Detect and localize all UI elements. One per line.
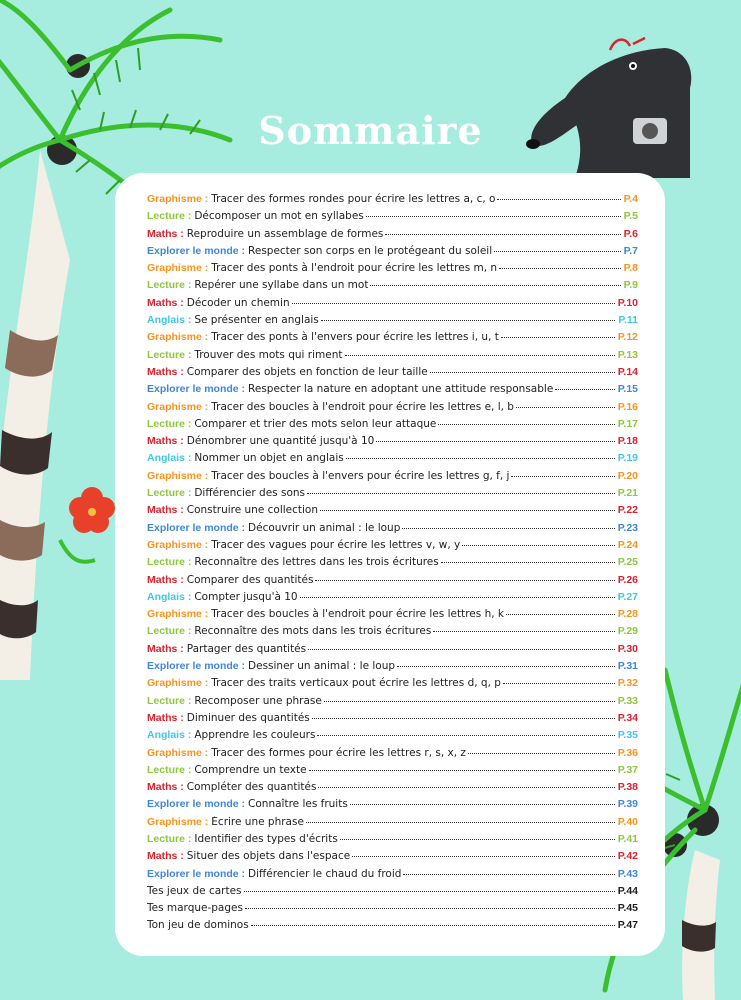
toc-page-number: P.27 (617, 590, 638, 603)
toc-subject: Graphisme : (147, 608, 209, 621)
toc-subject: Maths : (147, 573, 184, 586)
toc-subject: Lecture : (147, 763, 192, 776)
toc-entry (147, 279, 638, 296)
dot-leader (397, 666, 615, 667)
toc-page-number: P.5 (623, 210, 638, 223)
toc-topic: Comparer des quantités (186, 573, 314, 586)
toc-subject: Lecture : (147, 556, 192, 569)
toc-entry (147, 539, 638, 556)
toc-topic: Reproduire un assemblage de formes (186, 227, 384, 240)
dot-leader (317, 735, 614, 736)
dot-leader (555, 389, 614, 390)
dot-leader (315, 580, 614, 581)
dot-leader (402, 528, 614, 529)
toc-page-number: P.14 (617, 365, 638, 378)
toc-topic: Connaître les fruits (248, 798, 348, 811)
dot-leader (292, 303, 615, 304)
toc-entry (147, 418, 638, 435)
toc-entry (147, 470, 638, 487)
toc-page-number: P.44 (617, 884, 638, 897)
toc-entry (147, 643, 638, 660)
toc-subject: Maths : (147, 711, 184, 724)
page-title: Sommaire (258, 108, 483, 153)
toc-page-number: P.40 (617, 815, 638, 828)
toc-subject: Maths : (147, 781, 184, 794)
toc-entry (147, 729, 638, 746)
toc-page-number: P.24 (617, 538, 638, 551)
toc-page-number: P.37 (617, 763, 638, 776)
toc-subject: Explorer le monde : (147, 798, 246, 811)
toc-entry (147, 210, 638, 227)
toc-topic: Dessiner un animal : le loup (248, 660, 396, 673)
toc-entry (147, 781, 638, 798)
toc-subject: Lecture : (147, 487, 192, 500)
toc-page-number: P.16 (617, 400, 638, 413)
toc-subject: Graphisme : (147, 538, 209, 551)
toc-page-number: P.25 (617, 556, 638, 569)
hibiscus-flower (69, 487, 115, 533)
toc-topic: Tracer des boucles à l'endroit pour écrire les lettres h, k (211, 608, 504, 621)
dot-leader (306, 822, 615, 823)
toc-page-number: P.20 (617, 469, 638, 482)
dot-leader (312, 718, 615, 719)
toc-page-number: P.7 (623, 244, 638, 257)
toc-subject: Graphisme : (147, 469, 209, 482)
table-of-contents (147, 193, 638, 937)
dot-leader (376, 441, 614, 442)
toc-subject: Graphisme : (147, 746, 209, 759)
toc-page-number: P.30 (617, 642, 638, 655)
toc-subject: Graphisme : (147, 331, 209, 344)
toc-topic: Compléter des quantités (186, 781, 317, 794)
toc-entry (147, 331, 638, 348)
toc-topic: Identifier des types d'écrits (194, 832, 338, 845)
toc-entry (147, 608, 638, 625)
dot-leader (497, 199, 620, 200)
toc-page-number: P.38 (617, 781, 638, 794)
dot-leader (318, 787, 614, 788)
toc-topic: Diminuer des quantités (186, 711, 310, 724)
toc-topic: Recomposer une phrase (194, 694, 322, 707)
toc-topic: Respecter son corps en le protégeant du soleil (248, 244, 493, 257)
toc-entry (147, 764, 638, 781)
toc-subject: Maths : (147, 642, 184, 655)
toc-entry (147, 885, 638, 902)
toc-page-number: P.17 (617, 417, 638, 430)
toc-subject: Anglais : (147, 314, 192, 327)
dot-leader (501, 337, 615, 338)
toc-subject: Anglais : (147, 729, 192, 742)
toc-entry (147, 660, 638, 677)
toc-page-number: P.10 (617, 296, 638, 309)
toc-entry (147, 712, 638, 729)
toc-topic: Tracer des ponts à l'envers pour écrire les lettres i, u, t (211, 331, 499, 344)
dot-leader (511, 476, 614, 477)
toc-entry (147, 868, 638, 885)
dot-leader (251, 925, 615, 926)
toc-topic: Écrire une phrase (211, 815, 304, 828)
toc-subject: Maths : (147, 504, 184, 517)
dot-leader (308, 649, 615, 650)
toc-topic: Découvrir un animal : le loup (248, 521, 401, 534)
toc-entry (147, 297, 638, 314)
dot-leader (494, 251, 620, 252)
toc-topic: Reconnaître des mots dans les trois écritures (194, 625, 432, 638)
dot-leader (321, 320, 616, 321)
toc-entry (147, 245, 638, 262)
toc-subject: Lecture : (147, 832, 192, 845)
toc-topic: Comparer et trier des mots selon leur attaque (194, 417, 437, 430)
dot-leader (370, 285, 620, 286)
dot-leader (350, 804, 615, 805)
toc-topic: Tracer des formes rondes pour écrire les lettres a, c, o (211, 193, 496, 205)
dot-leader (244, 891, 615, 892)
toc-page-number: P.45 (617, 902, 638, 915)
toc-topic: Tracer des vagues pour écrire les lettres v, w, y (211, 538, 461, 551)
toc-topic: Tes jeux de cartes (147, 884, 242, 897)
toc-subject: Maths : (147, 435, 184, 448)
toc-entry (147, 383, 638, 400)
toc-page-number: P.12 (617, 331, 638, 344)
table-of-contents-card (115, 173, 665, 956)
toc-entry (147, 574, 638, 591)
toc-subject: Maths : (147, 227, 184, 240)
toc-entry (147, 349, 638, 366)
toc-topic: Nommer un objet en anglais (194, 452, 344, 465)
dot-leader (438, 424, 614, 425)
toc-subject: Graphisme : (147, 400, 209, 413)
toc-entry (147, 435, 638, 452)
toc-entry (147, 193, 638, 210)
dot-leader (320, 510, 615, 511)
toc-entry (147, 677, 638, 694)
toc-page-number: P.15 (617, 383, 638, 396)
dot-leader (300, 597, 615, 598)
toc-entry (147, 816, 638, 833)
dot-leader (345, 355, 615, 356)
dot-leader (307, 493, 615, 494)
toc-subject: Explorer le monde : (147, 660, 246, 673)
toc-page-number: P.26 (617, 573, 638, 586)
dot-leader (430, 372, 615, 373)
toc-entry (147, 850, 638, 867)
toc-topic: Tracer des boucles à l'envers pour écrire les lettres g, f, j (211, 469, 510, 482)
toc-page-number: P.28 (617, 608, 638, 621)
toc-entry (147, 366, 638, 383)
toc-page-number: P.22 (617, 504, 638, 517)
dot-leader (352, 856, 615, 857)
toc-page-number: P.11 (618, 314, 638, 327)
toc-subject: Maths : (147, 365, 184, 378)
toc-topic: Comparer des objets en fonction de leur taille (186, 365, 428, 378)
toc-topic: Construire une collection (186, 504, 319, 517)
toc-topic: Tracer des formes pour écrire les lettres r, s, x, z (211, 746, 466, 759)
toc-subject: Explorer le monde : (147, 383, 246, 396)
toc-entry (147, 919, 638, 936)
toc-subject: Lecture : (147, 625, 192, 638)
dot-leader (245, 908, 615, 909)
toc-entry (147, 902, 638, 919)
toc-subject: Explorer le monde : (147, 867, 246, 880)
toc-entry (147, 695, 638, 712)
dot-leader (462, 545, 615, 546)
dot-leader (366, 216, 621, 217)
toc-topic: Décomposer un mot en syllabes (194, 210, 364, 223)
toc-subject: Graphisme : (147, 193, 209, 205)
toc-topic: Se présenter en anglais (194, 314, 319, 327)
toc-subject: Lecture : (147, 417, 192, 430)
toc-subject: Maths : (147, 850, 184, 863)
toc-page-number: P.29 (617, 625, 638, 638)
toc-subject: Lecture : (147, 694, 192, 707)
toc-topic: Ton jeu de dominos (147, 919, 249, 932)
toc-page-number: P.47 (617, 919, 638, 932)
toc-entry (147, 522, 638, 539)
toc-page-number: P.21 (617, 487, 638, 500)
toc-entry (147, 798, 638, 815)
toc-page-number: P.6 (623, 227, 638, 240)
toc-entry (147, 591, 638, 608)
dot-leader (499, 268, 620, 269)
toc-entry (147, 625, 638, 642)
dot-leader (309, 770, 615, 771)
toc-page-number: P.41 (617, 832, 638, 845)
toc-page-number: P.42 (617, 850, 638, 863)
toc-topic: Apprendre les couleurs (194, 729, 316, 742)
dot-leader (340, 839, 615, 840)
toc-subject: Lecture : (147, 279, 192, 292)
toc-topic: Compter jusqu'à 10 (194, 590, 298, 603)
toc-entry (147, 747, 638, 764)
toc-page-number: P.19 (617, 452, 638, 465)
toc-page-number: P.36 (617, 746, 638, 759)
toc-entry (147, 228, 638, 245)
dot-leader (506, 614, 615, 615)
toc-subject: Explorer le monde : (147, 521, 246, 534)
toc-page-number: P.43 (617, 867, 638, 880)
toc-subject: Anglais : (147, 590, 192, 603)
toc-entry (147, 504, 638, 521)
toc-subject: Explorer le monde : (147, 244, 246, 257)
dot-leader (468, 753, 615, 754)
wolf-illustration (515, 28, 705, 178)
toc-subject: Graphisme : (147, 262, 209, 275)
toc-entry (147, 314, 638, 331)
dot-leader (441, 562, 615, 563)
toc-topic: Tracer des traits verticaux pout écrire les lettres d, q, p (211, 677, 501, 690)
toc-topic: Décoder un chemin (186, 296, 290, 309)
toc-topic: Partager des quantités (186, 642, 307, 655)
toc-page-number: P.39 (617, 798, 638, 811)
toc-subject: Lecture : (147, 348, 192, 361)
toc-page-number: P.9 (623, 279, 638, 292)
toc-page-number: P.8 (623, 262, 638, 275)
dot-leader (385, 234, 620, 235)
toc-page-number: P.18 (617, 435, 638, 448)
toc-entry (147, 452, 638, 469)
toc-topic: Dénombrer une quantité jusqu'à 10 (186, 435, 375, 448)
toc-page-number: P.35 (617, 729, 638, 742)
toc-topic: Reconnaître des lettres dans les trois écritures (194, 556, 439, 569)
toc-entry (147, 556, 638, 573)
toc-topic: Différencier le chaud du froid (248, 867, 402, 880)
toc-page-number: P.32 (617, 677, 638, 690)
toc-entry (147, 262, 638, 279)
toc-page-number: P.23 (617, 521, 638, 534)
toc-subject: Graphisme : (147, 815, 209, 828)
toc-entry (147, 487, 638, 504)
dot-leader (433, 631, 614, 632)
toc-topic: Tracer des boucles à l'endroit pour écrire les lettres e, l, b (211, 400, 514, 413)
toc-topic: Tracer des ponts à l'endroit pour écrire les lettres m, n (211, 262, 498, 275)
toc-topic: Différencier des sons (194, 487, 305, 500)
toc-page-number: P.33 (617, 694, 638, 707)
toc-subject: Maths : (147, 296, 184, 309)
toc-subject: Anglais : (147, 452, 192, 465)
toc-page-number: P.13 (617, 348, 638, 361)
toc-topic: Trouver des mots qui riment (194, 348, 343, 361)
toc-subject: Graphisme : (147, 677, 209, 690)
dot-leader (346, 458, 615, 459)
toc-topic: Comprendre un texte (194, 763, 307, 776)
toc-topic: Tes marque-pages (147, 902, 243, 915)
toc-page-number: P.34 (617, 711, 638, 724)
toc-topic: Repérer une syllabe dans un mot (194, 279, 369, 292)
toc-entry (147, 401, 638, 418)
toc-page-number: P.31 (617, 660, 638, 673)
toc-page-number: P.4 (623, 193, 638, 205)
toc-topic: Situer des objets dans l'espace (186, 850, 351, 863)
dot-leader (503, 683, 615, 684)
dot-leader (324, 701, 615, 702)
toc-topic: Respecter la nature en adoptant une attitude responsable (248, 383, 554, 396)
dot-leader (516, 407, 615, 408)
toc-subject: Lecture : (147, 210, 192, 223)
toc-entry (147, 833, 638, 850)
dot-leader (403, 874, 614, 875)
